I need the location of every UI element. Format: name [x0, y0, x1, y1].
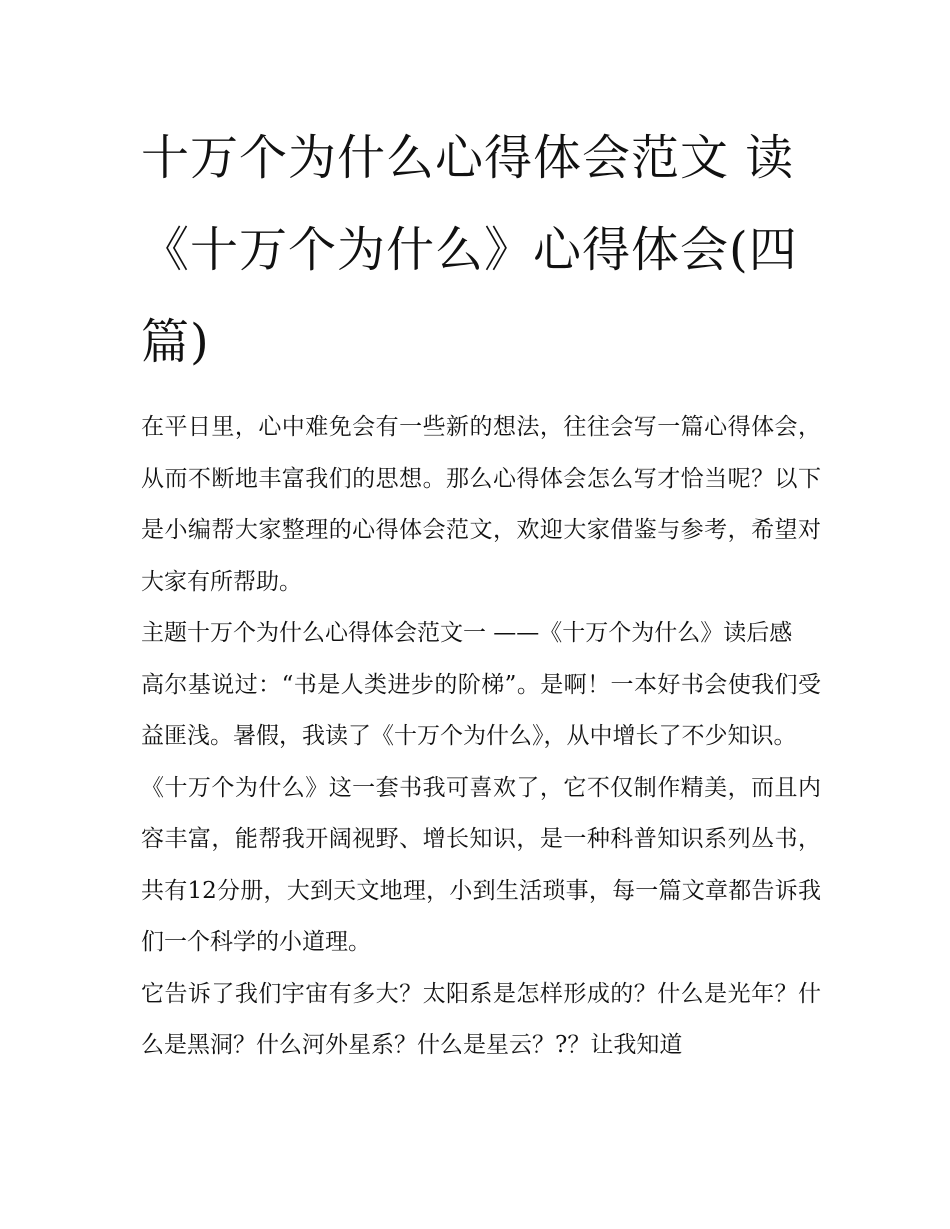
body-paragraph: 它告诉了我们宇宙有多大？太阳系是怎样形成的？什么是光年？什么是黑洞？什么河外星系？什么是星云？?？让我知道	[141, 980, 821, 1058]
body-paragraph: 《十万个为什么》这一套书我可喜欢了，它不仅制作精美，而且内容丰富，能帮我开阔视野、增长知识，是一种科普知识系列丛书，共有12分册，大到天文地理，小到生活琐事，每一篇文章都告诉我们一个科学的小道理。	[141, 774, 821, 955]
intro-paragraph: 在平日里，心中难免会有一些新的想法，往往会写一篇心得体会，从而不断地丰富我们的思想。那么心得体会怎么写才恰当呢？以下是小编帮大家整理的心得体会范文，欢迎大家借鉴与参考，希望对大家有所帮助。	[141, 414, 821, 595]
document-title: 十万个为什么心得体会范文 读《十万个为什么》心得体会(四篇)	[141, 130, 798, 370]
section-heading: 主题十万个为什么心得体会范文一 ——《十万个为什么》读后感	[141, 620, 793, 646]
body-paragraph: 高尔基说过：“书是人类进步的阶梯”。是啊！一本好书会使我们受益匪浅。暑假，我读了《十万个为什么》，从中增长了不少知识。	[141, 671, 821, 749]
document-body	[141, 112, 821, 1072]
